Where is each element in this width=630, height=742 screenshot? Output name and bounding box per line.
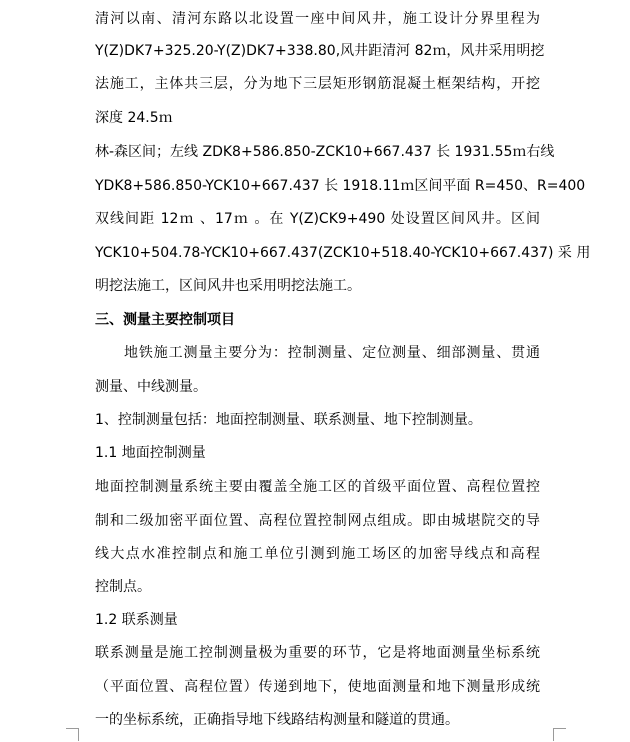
margin-corner-mark — [553, 728, 566, 741]
text-line: 测量、中线测量。 — [95, 379, 207, 395]
text-line: 1、控制测量包括：地面控制测量、联系测量、地下控制测量。 — [95, 412, 482, 428]
text-line: 控制点。 — [95, 579, 151, 595]
text-line: 深度 24.5ｍ — [95, 110, 173, 126]
text-line: YDK8+586.850-YCK10+667.437 长 1918.11ｍ区间平面 R=450、R=400 — [95, 178, 586, 194]
text-line: 地面控制测量系统主要由覆盖全施工区的首级平面位置、高程位置控 — [95, 479, 540, 495]
text-line: 林-森区间；左线 ZDK8+586.850-ZCK10+667.437 长 1931.55ｍ右线 — [95, 144, 555, 160]
text-line: 一的坐标系统，正确指导地下线路结构测量和隧道的贯通。 — [95, 712, 459, 728]
text-line: 联系测量是施工控制测量极为重要的环节，它是将地面测量坐标系统 — [95, 645, 540, 661]
subsection-heading: 1.2 联系测量 — [95, 612, 178, 628]
section-heading: 三、测量主要控制项目 — [95, 312, 235, 328]
text-line: 清河以南、清河东路以北设置一座中间风井，施工设计分界里程为 — [95, 11, 540, 27]
text-line: 双线间距 12ｍ 、17ｍ 。在 Y(Z)CK9+490 处设置区间风井。区间 — [95, 211, 540, 227]
text-line: （平面位置、高程位置）传递到地下，使地面测量和地下测量形成统 — [95, 679, 540, 695]
text-line: YCK10+504.78-YCK10+667.437(ZCK10+518.40-YCK10+667.437) 采 用 — [95, 245, 591, 261]
text-line: 线大点水准控制点和施工单位引测到施工场区的加密导线点和高程 — [95, 546, 540, 562]
subsection-heading: 1.1 地面控制测量 — [95, 445, 206, 461]
margin-corner-mark — [66, 728, 79, 741]
text-line: 制和二级加密平面位置、高程位置控制网点组成。即由城堪院交的导 — [95, 513, 540, 529]
text-line: 明挖法施工，区间风井也采用明挖法施工。 — [95, 278, 361, 294]
text-line: 法施工，主体共三层，分为地下三层矩形钢筋混凝土框架结构，开挖 — [95, 76, 540, 92]
text-line: 地铁施工测量主要分为：控制测量、定位测量、细部测量、贯通 — [124, 345, 540, 361]
text-line: Y(Z)DK7+325.20-Y(Z)DK7+338.80,风井距清河 82ｍ，风井采用明挖 — [95, 43, 545, 59]
